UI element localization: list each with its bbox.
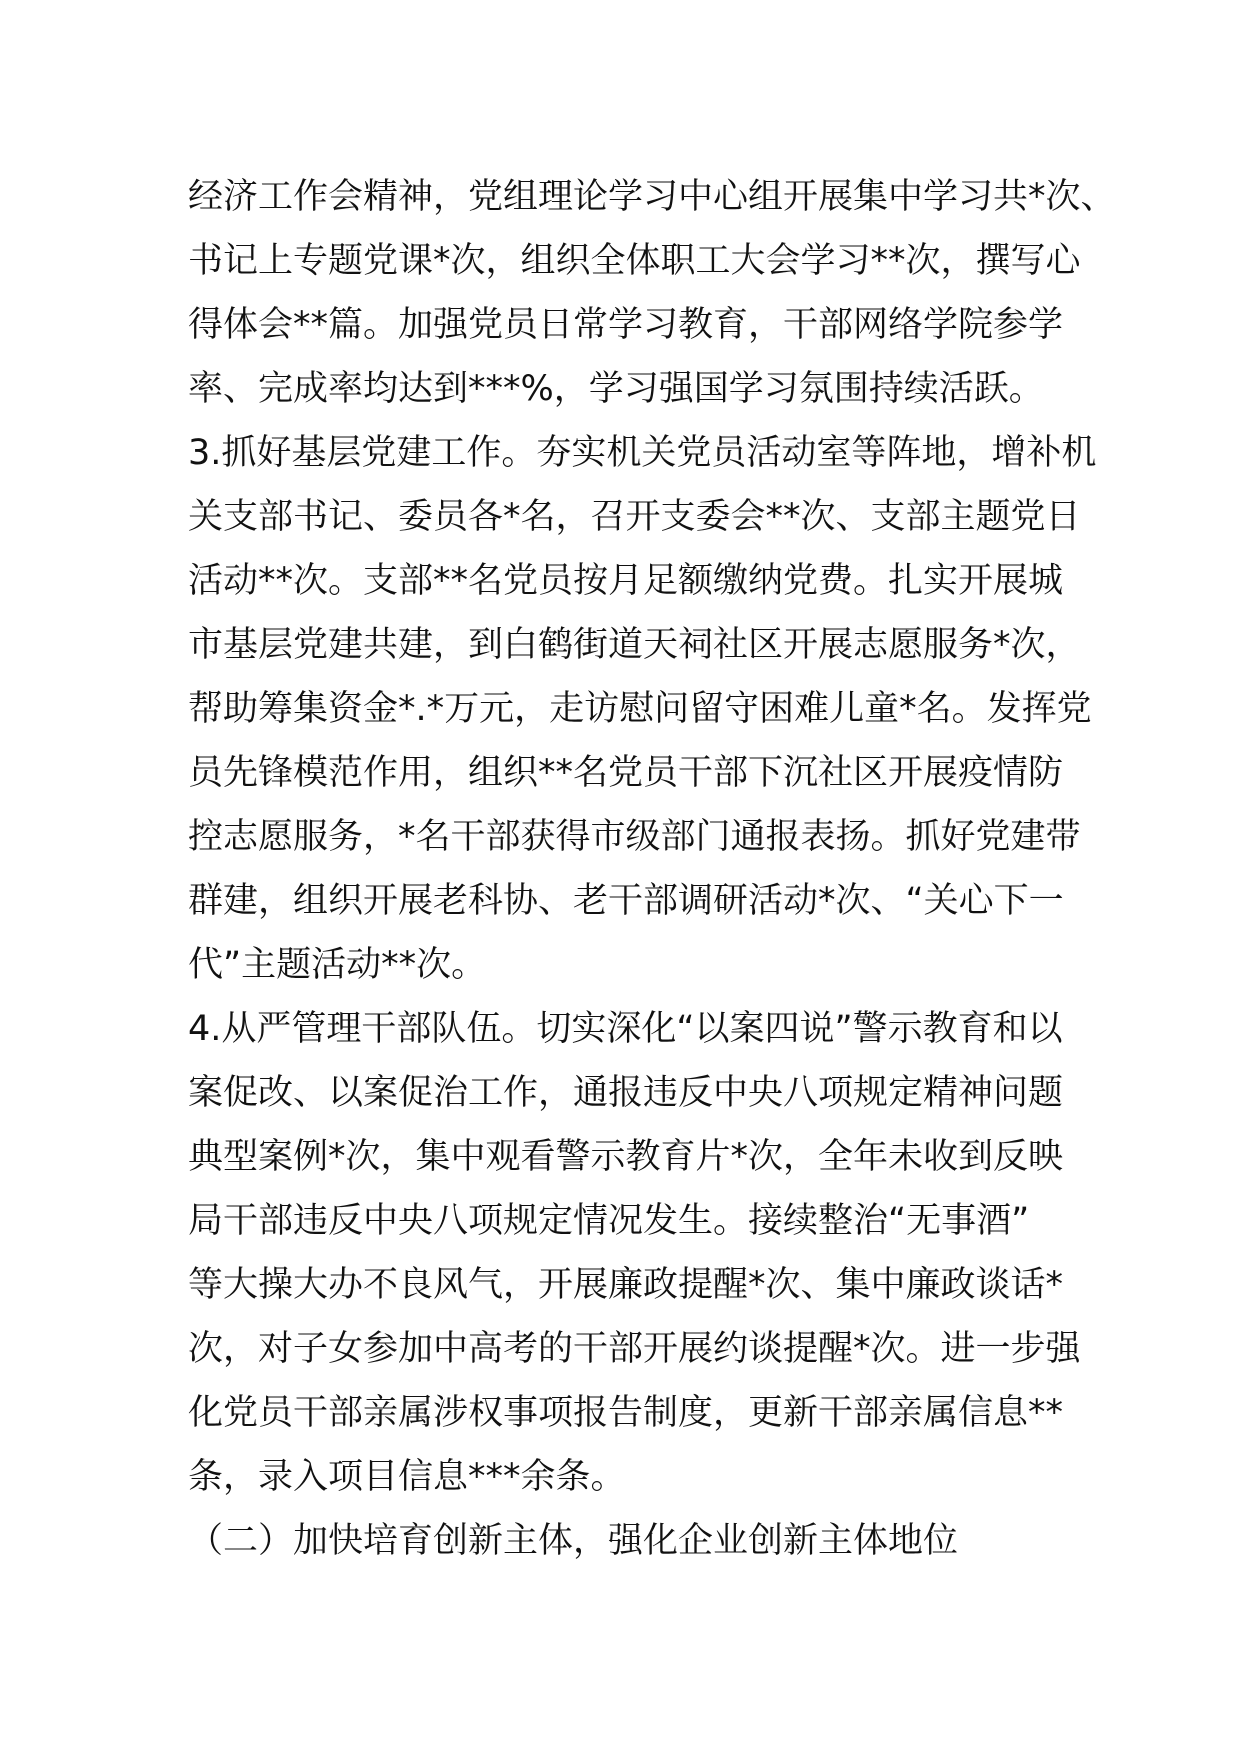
section-heading-2: （二）加快培育创新主体，强化企业创新主体地位 — [188, 1521, 959, 1561]
text-line: 帮助筹集资金*.*万元，走访慰问留守困难儿童*名。发挥党 — [188, 689, 1092, 729]
text-line: 等大操大办不良风气，开展廉政提醒*次、集中廉政谈话* — [188, 1265, 1064, 1305]
text-line: 代”主题活动**次。 — [188, 945, 487, 985]
document-body — [188, 165, 1116, 1573]
text-line: 关支部书记、委员各*名，召开支委会**次、支部主题党日 — [188, 497, 1081, 537]
text-line: 员先锋模范作用，组织**名党员干部下沉社区开展疫情防 — [188, 753, 1064, 793]
text-line: 局干部违反中央八项规定情况发生。接续整治“无事酒” — [188, 1201, 1030, 1241]
text-line: 经济工作会精神，党组理论学习中心组开展集中学习共*次、 — [188, 177, 1116, 217]
text-line: 控志愿服务，*名干部获得市级部门通报表扬。抓好党建带 — [188, 817, 1081, 857]
section-heading-4: 4.从严管理干部队伍。切实深化“以案四说”警示教育和以 — [188, 1009, 1063, 1049]
text-line: 市基层党建共建，到白鹤街道天祠社区开展志愿服务*次， — [188, 625, 1081, 665]
text-line: 条，录入项目信息***余条。 — [188, 1457, 626, 1497]
text-line: 次，对子女参加中高考的干部开展约谈提醒*次。进一步强 — [188, 1329, 1081, 1369]
text-line: 群建，组织开展老科协、老干部调研活动*次、“关心下一 — [188, 881, 1064, 921]
text-line: 书记上专题党课*次，组织全体职工大会学习**次，撰写心 — [188, 241, 1081, 281]
text-line: 活动**次。支部**名党员按月足额缴纳党费。扎实开展城 — [188, 561, 1064, 601]
text-line: 案促改、以案促治工作，通报违反中央八项规定精神问题 — [188, 1073, 1064, 1113]
text-line: 化党员干部亲属涉权事项报告制度，更新干部亲属信息** — [188, 1393, 1064, 1433]
text-line: 典型案例*次，集中观看警示教育片*次，全年未收到反映 — [188, 1137, 1064, 1177]
text-line: 得体会**篇。加强党员日常学习教育，干部网络学院参学 — [188, 305, 1064, 345]
section-heading-3: 3.抓好基层党建工作。夯实机关党员活动室等阵地，增补机 — [188, 433, 1097, 473]
text-line: 率、完成率均达到***%，学习强国学习氛围持续活跃。 — [188, 369, 1044, 409]
